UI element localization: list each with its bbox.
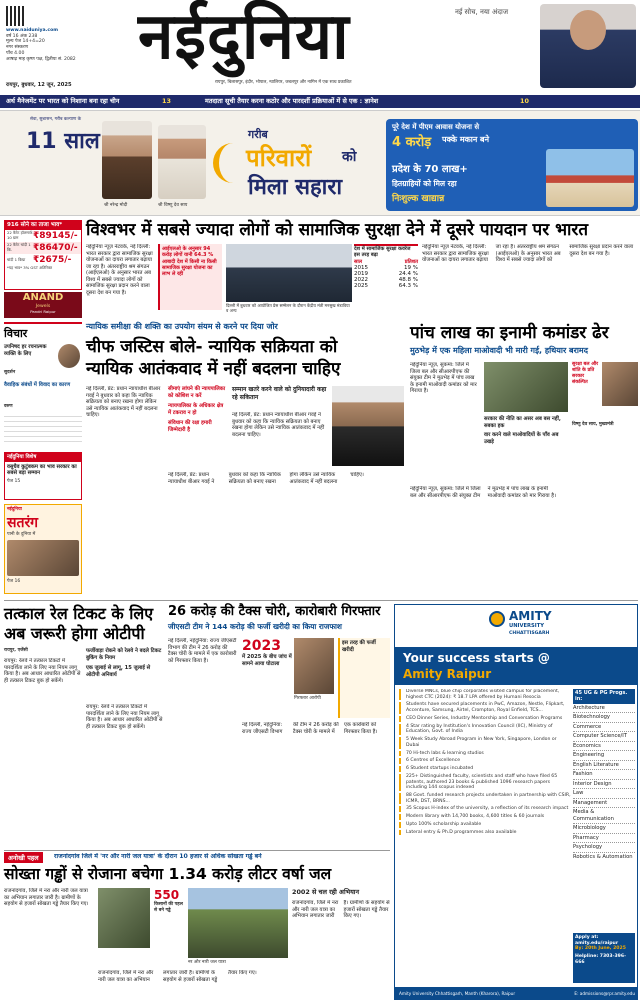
- amity-apply-box[interactable]: Apply at: amity.edu/raipur By: 20th June, 2025 Helpline: 7303-396-666: [573, 933, 635, 983]
- teaser-link[interactable]: अर्थ मैनेजमेंट पर भारत को निशाना बना रहा चीन: [6, 97, 120, 105]
- teaser-page: 13: [162, 97, 171, 105]
- cji-points: सीमाएं लांघने की न्यायपालिका को कोशिश न करें न्यायपालिका के अधिकार क्षेत्र में टकराव न हो संविधान की रक्षा हमारी जिम्मेदारी है: [168, 386, 226, 433]
- rail-story: [4, 604, 164, 848]
- cji-story: [86, 322, 406, 594]
- cm-photo-naxal: [602, 362, 638, 406]
- cm-portrait: [540, 4, 636, 88]
- masthead-tagline: नई सोच, नया अंदाज: [455, 8, 509, 16]
- rail-headline[interactable]: तत्काल रेल टिकट के लिए अब जरूरी होगा ओटीपी: [4, 604, 154, 643]
- columnist-photo: [58, 344, 80, 368]
- ad-swoosh-icon: [213, 143, 239, 183]
- ad-title-2: परिवारों: [246, 144, 312, 172]
- pm-photo: [102, 121, 152, 199]
- anokhi-photo: [98, 888, 150, 948]
- cji-body-cont: नई दिल्ली, प्रेट: प्रधान न्यायाधीश बीआर गवई ने बुधवार को कहा कि न्यायिक सक्रियता को बनाए रखना होगा लेकिन उसे न्यायिक आतंकवाद में नहीं बदलना चाहिए।: [232, 412, 325, 438]
- naxal-headline[interactable]: पांच लाख का इनामी कमांडर ढेर: [410, 323, 609, 343]
- pm-caption: श्री नरेन्द्र मोदी: [104, 203, 128, 208]
- vishesh-box[interactable]: नईदुनिया विशेष वसुधैव कुटुंबकम का भाव सरकार का सबसे बड़ा सम्मान पेज 15: [4, 452, 82, 500]
- lead-photo: [226, 244, 352, 302]
- meta-line: मूल्य पेज 14+4=20: [6, 39, 45, 45]
- gst-accused-photo: [294, 638, 334, 694]
- gst-badge: 2023 में 2025 के बीच जांच में सामने आया घोटाला: [242, 638, 292, 667]
- masthead-editions: रायपुर, बिलासपुर, इंदौर, भोपाल, ग्वालियर, जबलपुर और नागिन में एक साथ प्रकाशित: [215, 80, 352, 85]
- masthead-date: रायपुर, बुधवार, 12 जून, 2025: [6, 82, 72, 88]
- naxal-bullets: सरकार की नीति का असर अब बस नहीं, सबका हक वार करने वाले माओवादियों के पाँव अब उखड़े: [484, 416, 561, 445]
- cm-caption: श्री विष्णु देव साय: [158, 203, 188, 208]
- teaser-page: 10: [520, 97, 529, 105]
- ad-title-4: मिला सहारा: [248, 175, 343, 200]
- gst-headline[interactable]: 26 करोड़ की टैक्स चोरी, कारोबारी गिरफ्तार: [168, 604, 381, 619]
- left-rail: [4, 220, 82, 598]
- lead-body: नईदुनिया न्यूज़ नेटवर्क, नई दिल्ली: भारत सरकार द्वारा सामाजिक सुरक्षा योजनाओं का दायरा लगातार बढ़ाया जा रहा है। अंतरराष्ट्रीय श्रम संगठन (आईएलओ) के अनुसार भारत अब विश्व में सबसे ज्यादा लोगों को सामाजिक सुरक्षा प्रदान करने वाला दूसरा देश बन गया है।: [86, 244, 153, 296]
- naxal-caption: विष्णु देव साय, मुख्यमंत्री: [572, 422, 614, 427]
- anokhi-body-bottom: राजनांदगांव, जिले में नरा और नारी जल यात्रा का अभियान लगातार जारी है। ग्रामीणों के सहयोग से हजारों सोखता गड्ढे तैयार किए गए।: [98, 970, 257, 983]
- ad-years: 11 साल: [26, 129, 100, 154]
- amity-points: Diverse MNCs, blue chip corporates visited campus for placement, highest CTC (2024): ₹ 18.7 LPA offered by Humani Resocia Students have secured placements in PwC, Amazon, Nestle, Flipkart, Accenture, Samsung, Airtel, Crompton, Royal Enfield, TCS... CEO Dinner Series, Industry Mentorship and Conversation Programs 4 Star rating by Institution's Innovation Council (IIC), Ministry of Education, Govt. of India 5 Week Study Abroad Program in New York, Singapore, London or Dubai 70 Hi-tech labs & learning studios 6 Centres of Excellence 6 Student startups incubated 225+ Distinguished faculty, scientists and staff who have filed 65 patents, authored 23 books & published 1096 research papers including 144 scopus indexed 88 Govt. funded research projects undertaken in partnership with CSIR, ICMR, DST, BRNS... 35 Scopus H-index of the university, a reflection of its research impact Modern library with 14,700 books, 4,600 titles & 60 journals Upto 100% scholarship available Lateral entry & Ph.D programmes also available: [399, 689, 571, 983]
- cji-body-bottom: नई दिल्ली, प्रेट: प्रधान न्यायाधीश बीआर गवई ने बुधवार को कहा कि न्यायिक सक्रियता को बनाए रखना होगा लेकिन उसे न्यायिक आतंकवाद में नहीं बदलना चाहिए।: [168, 472, 364, 485]
- naxal-story: [410, 322, 638, 594]
- rail-body-cont: रायपुर: रेलवे ने तत्काल टिकटों में पारदर्शिता लाने के लिए नया नियम लागू किया है। अब आधार आधारित ओटीपी से ही तत्काल टिकट बुक हो सकेंगे।: [86, 704, 163, 730]
- vichar-author: सुदर्शन: [4, 370, 16, 375]
- website-link[interactable]: www.naiduniya.com: [6, 28, 59, 33]
- ad-stats-panel: पूरे देश में पीएम आवास योजना से 4 करोड़ पक्के मकान बने प्रदेश के 70 लाख+ हितग्राहियों को मिल रहा निःशुल्क खाद्यान्न: [386, 119, 638, 211]
- cji-body: नई दिल्ली, प्रेट: प्रधान न्यायाधीश बीआर गवई ने बुधवार को कहा कि न्यायिक सक्रियता को बनाए रखना होगा लेकिन उसे न्यायिक आतंकवाद में नहीं बदलना चाहिए।: [86, 386, 161, 418]
- cji-headline-2[interactable]: न्यायिक आतंकवाद में नहीं बदलना चाहिए: [86, 359, 341, 379]
- lead-body-cont: नईदुनिया न्यूज़ नेटवर्क, नई दिल्ली: भारत सरकार द्वारा सामाजिक सुरक्षा योजनाओं का दायरा लगातार बढ़ाया जा रहा है। अंतरराष्ट्रीय श्रम संगठन (आईएलओ) के अनुसार भारत अब विश्व में सबसे ज्यादा लोगों को सामाजिक सुरक्षा प्रदान करने वाला दूसरा देश बन गया है।: [422, 244, 634, 263]
- vichar-author-2: वरुण: [4, 404, 13, 409]
- anokhi-tag: अनोखी पहल: [4, 852, 43, 863]
- masthead: [0, 0, 640, 92]
- amity-programs: 45 UG & PG Progs. in: Architecture Biotechnology Commerce Computer Science/IT Economics Engineering English Literature Fashion Interior Design Law Management Media & Communication Microbiology Pharmacy Psychology Robotics & Automation: [573, 689, 635, 929]
- naxal-side-note: सुरक्षा बल और शांति के प्रति सरकार संकल्पित: [572, 362, 599, 385]
- anokhi-headline[interactable]: सोख्ता गड्ढों से रोजाना बचेगा 1.34 करोड़ लीटर वर्षा जल: [4, 865, 332, 883]
- amity-logo-icon: [489, 611, 505, 627]
- cji-side-head: सम्मान खतरे करने वाले को दुनियादारी कहा रहे सकितान: [232, 386, 327, 401]
- gst-story: [168, 604, 390, 848]
- lead-headline[interactable]: विश्वभर में सबसे ज्यादा लोगों को सामाजिक सुरक्षा देने में दूसरे पायदान पर भारत: [86, 220, 589, 240]
- anokhi-story: [4, 852, 390, 1002]
- amity-ad[interactable]: [394, 604, 638, 1000]
- naxal-photo: [484, 362, 568, 412]
- vichar-headline[interactable]: उपनिषद हर रचनात्मक व्यक्ति के लिए: [4, 344, 47, 357]
- anokhi-stat: 550 किसानों की पहल से बने गड्ढे: [154, 888, 183, 913]
- amity-header: AMITY UNIVERSITY CHHATTISGARH: [395, 605, 638, 647]
- rail-bullets: फर्जीवाड़ा रोकने को रेलवे ने बदले टिकट बुकिंग के नियम एक जुलाई से लागू, 15 जुलाई से ओटीपी अनिवार्य: [86, 648, 162, 678]
- ad-title-1: गरीब: [248, 128, 268, 141]
- jeweller-ad[interactable]: ANAND Jewels Pandri Raipur: [4, 292, 82, 318]
- gst-body-cont: नई दिल्ली, नईदुनिया: राज्य जीएसटी विभाग की टीम ने 26 करोड़ की टैक्स चोरी के मामले में एक कारोबारी को गिरफ्तार किया है।: [242, 722, 378, 735]
- vichar-title: विचार: [4, 327, 28, 340]
- teaser-strip: [0, 95, 640, 108]
- amity-footer: Amity University Chhattisgarh, Manth (Kharora), Raipur E: admissions@rpr.amity.edu: [395, 987, 638, 1000]
- cm-photo-ad: [158, 125, 206, 199]
- naxal-body: नईदुनिया न्यूज़, सुकमा: जिले में जिला बल और सीआरपीएफ की संयुक्त टीम ने मुठभेड़ में पांच लाख के इनामी माओवादी कमांडर को मार गिराया है।: [410, 362, 477, 394]
- cji-photo: [332, 386, 404, 466]
- anokhi-kicker: राजनांदगांव जिले में 'नर और नारी जल यात्रा' के दौरान 10 हजार से अधिक सोखता गड्ढे बने: [54, 853, 262, 860]
- vichar-headline-2[interactable]: वैवाहिक संबंधों में विवाद का कारण: [4, 382, 71, 388]
- meta-line: वर्ष 16 अंक 238: [6, 33, 38, 39]
- anokhi-rally-photo: [188, 888, 288, 958]
- naxal-subhead: मुठभेड़ में एक महिला माओवादी भी मारी गई, हथियार बरामद: [410, 346, 588, 355]
- gst-subhead: जीएसटी टीम ने 144 करोड़ की फर्जी खरीदी का किया राजफाश: [168, 622, 342, 631]
- ad-title-3: को: [342, 149, 357, 165]
- cji-kicker: न्यायिक समीक्षा की शक्ति का उपयोग संयम से करने पर दिया जोर: [86, 322, 278, 331]
- meta-line: पाँच 4.00: [6, 50, 25, 56]
- lead-highlight-box: आईएलओ के अनुसार 94 करोड़ लोगों यानी 64.3 % आबादी देश में किसी ना किसी सामाजिक सुरक्षा योजना का लाभ ले रही: [158, 244, 222, 310]
- naxal-body-cont: नईदुनिया न्यूज़, सुकमा: जिले में जिला बल और सीआरपीएफ की संयुक्त टीम ने मुठभेड़ में पांच लाख के इनामी माओवादी कमांडर को मार गिराया है।: [410, 486, 557, 499]
- anokhi-photo-caption: नर और नारी जल यात्रा: [188, 960, 226, 965]
- anokhi-box-title: 2002 से चल रही अभियान: [292, 888, 359, 896]
- gst-body: नई दिल्ली, नईदुनिया: राज्य जीएसटी विभाग की टीम ने 26 करोड़ की टैक्स चोरी के मामले में एक कारोबारी को गिरफ्तार किया है।: [168, 638, 237, 664]
- meta-line: नगर संस्करण: [6, 45, 29, 51]
- teaser-link[interactable]: मतदाता सूची तैयार करना कठोर और पारदर्शी प्रक्रियाओं में से एक : ज्ञानेश: [205, 97, 379, 105]
- gst-side-box: इस तरह की फर्जी खरीदी: [338, 638, 390, 718]
- rail-dateline: रायपुर, एजेंसी: [4, 648, 28, 653]
- ad-years-sub: सेवा, सुशासन, गरीब कल्याण के: [30, 117, 81, 122]
- qr-code-icon: [6, 6, 26, 26]
- anokhi-body-cont: राजनांदगांव, जिले में नरा और नारी जल यात्रा का अभियान लगातार जारी है। ग्रामीणों के सहयोग से हजारों सोखता गड्ढे तैयार किए गए।: [292, 900, 390, 919]
- rail-body: रायपुर: रेलवे ने तत्काल टिकटों में पारदर्शिता लाने के लिए नया नियम लागू किया है। अब आधार आधारित ओटीपी से ही तत्काल टिकट बुक हो सकेंगे।: [4, 658, 81, 684]
- amity-banner: Your success starts @ Amity Raipur: [395, 647, 638, 685]
- lead-story: [86, 220, 638, 318]
- masthead-logo[interactable]: नईदुनिया: [138, 0, 350, 74]
- satrang-photo: [7, 540, 79, 576]
- cji-headline-1[interactable]: चीफ जस्टिस बोले- न्यायिक सक्रियता को: [86, 337, 338, 357]
- meta-line: आषाढ़ माह कृष्ण पक्ष, द्वितीया सं. 2082: [6, 56, 76, 62]
- satrang-box[interactable]: नईदुनिया सतरंग पानी के दुनिया में पेज 16: [4, 504, 82, 594]
- lead-photo-caption: दिल्ली में बुधवार को आयोजित प्रेस सम्मेलन के दौरान केंद्रीय मंत्री मनसुख मंडाविया व अन्य: [226, 303, 350, 314]
- gst-photo-caption: गिरफ्तार आरोपी: [294, 696, 321, 701]
- govt-ad-banner[interactable]: [0, 110, 640, 216]
- house-image: [546, 149, 634, 207]
- coverage-table: देश में सामाजिक सुरक्षा कवरेज इस तरह बढ़ा साल प्रतिशत 2015 19 % 2019 24.4 % 2022 48.8 % 2025 64.3 %: [354, 244, 418, 316]
- gold-rates-box[interactable]: 916 सोने का ताजा भाव* 22 कैरेट हॉलमार्क 10 ग्राम ₹89145/- 22 कैरेट चांदी 1 कि. ₹86470/- चांदी 1 किग्रा ₹2675/- *यह भाव* 3% GST अतिरिक्त: [4, 220, 82, 290]
- anokhi-body: राजनांदगांव, जिले में नरा और नारी जल यात्रा का अभियान लगातार जारी है। ग्रामीणों के सहयोग से हजारों सोखता गड्ढे तैयार किए गए।: [4, 888, 89, 907]
